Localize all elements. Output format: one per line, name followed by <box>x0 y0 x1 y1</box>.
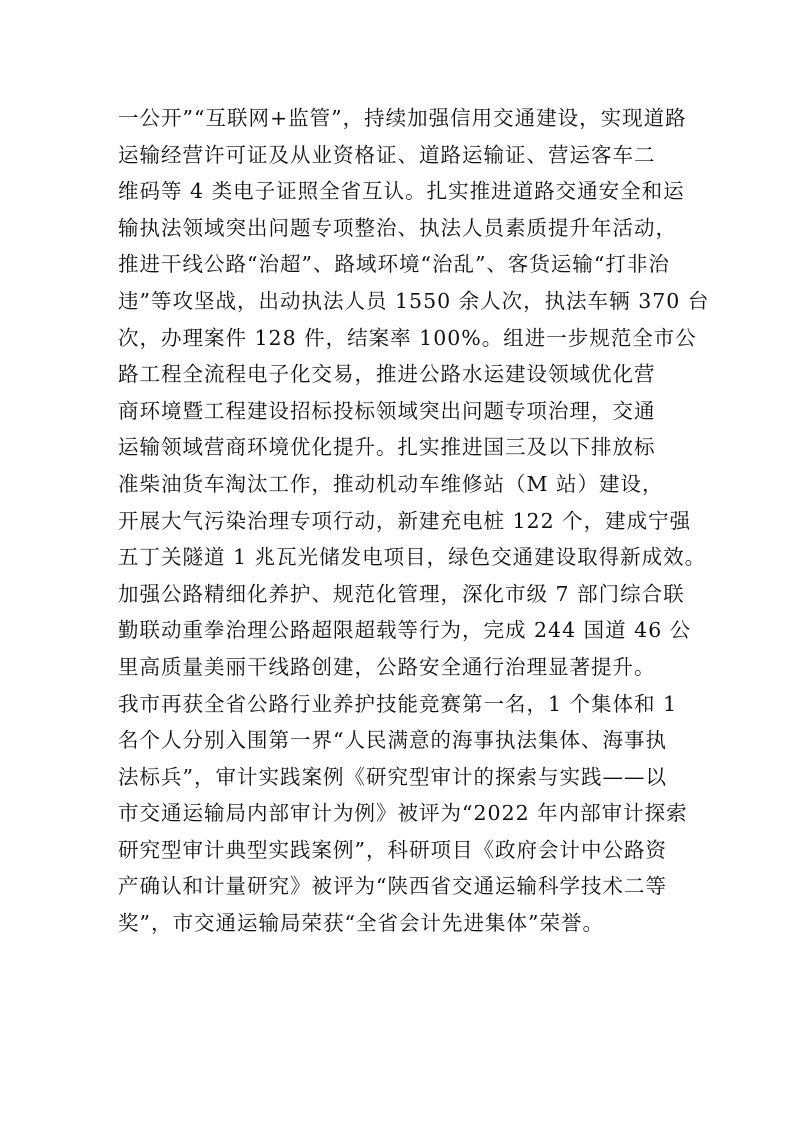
text-line: 输执法领域突出问题专项整治、执法人员素质提升年活动， <box>118 215 677 240</box>
text-line: 运输经营许可证及从业资格证、道路运输证、营运客车二 <box>118 142 656 167</box>
text-line: 市交通运输局内部审计为例》被评为“2022 年内部审计探索 <box>118 801 688 826</box>
text-line: 里高质量美丽干线路创建，公路安全通行治理显著提升。 <box>118 654 656 679</box>
text-line: 我市再获全省公路行业养护技能竞赛第一名，1 个集体和 1 <box>118 691 678 716</box>
text-line: 一公开”“互联网+监管”，持续加强信用交通建设，实现道路 <box>118 106 687 130</box>
text-line: 产确认和计量研究》被评为“陕西省交通运输科学技术二等 <box>118 874 667 899</box>
text-line: 推进干线公路“治超”、路域环境“治乱”、客货运输“打非治 <box>118 252 670 277</box>
text-line: 违”等攻坚战，出动执法人员 1550 余人次，执法车辆 370 台 <box>118 288 710 313</box>
text-line: 奖”，市交通运输局荣获“全省会计先进集体”荣誉。 <box>118 911 604 936</box>
body-text <box>118 100 710 942</box>
text-line: 勤联动重拳治理公路超限超载等行为，完成 244 国道 46 公 <box>118 618 692 643</box>
text-line: 开展大气污染治理专项行动，新建充电桩 122 个，建成宁强 <box>118 508 692 533</box>
text-line: 研究型审计典型实践案例”，科研项目《政府会计中公路资 <box>118 837 667 862</box>
text-line: 维码等 4 类电子证照全省互认。扎实推进道路交通安全和运 <box>118 179 685 204</box>
text-line: 商环境暨工程建设招标投标领域突出问题专项治理，交通 <box>118 398 656 423</box>
text-line: 五丁关隧道 1 兆瓦光储发电项目，绿色交通建设取得新成效。 <box>118 545 707 570</box>
text-line: 准柴油货车淘汰工作，推动机动车维修站（M 站）建设， <box>118 471 664 496</box>
text-line: 法标兵”，审计实践案例《研究型审计的探索与实践——以 <box>118 764 667 789</box>
text-line: 次，办理案件 128 件，结案率 100%。组进一步规范全市公 <box>118 325 697 350</box>
text-line: 名个人分别入围第一界“人民满意的海事执法集体、海事执 <box>118 728 667 753</box>
text-line: 加强公路精细化养护、规范化管理，深化市级 7 部门综合联 <box>118 581 685 606</box>
text-line: 路工程全流程电子化交易，推进公路水运建设领域优化营 <box>118 362 656 387</box>
text-line: 运输领域营商环境优化提升。扎实推进国三及以下排放标 <box>118 435 656 460</box>
